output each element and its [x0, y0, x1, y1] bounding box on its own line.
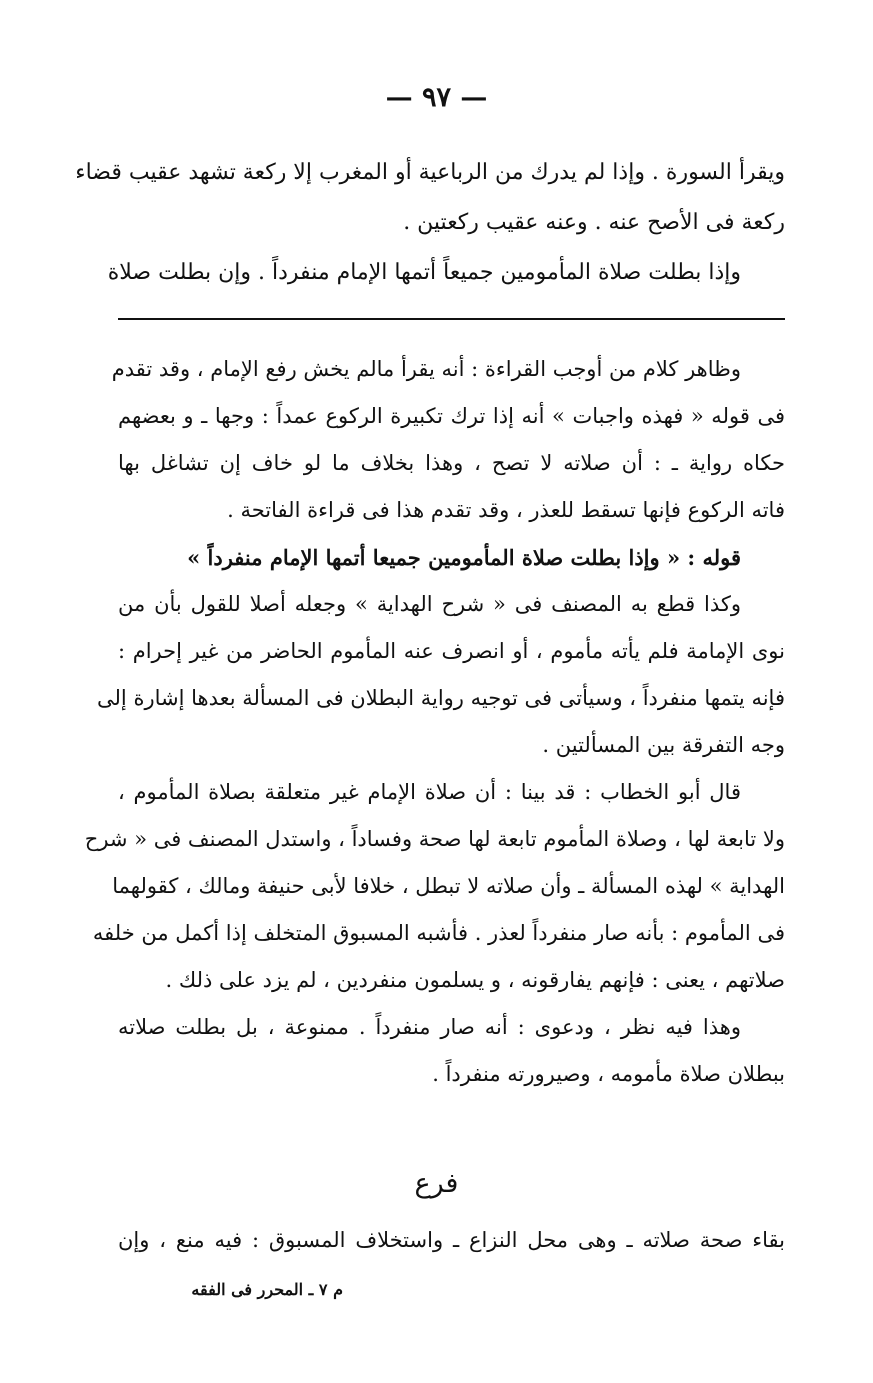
commentary-line: فاته الركوع فإنها تسقط للعذر ، وقد تقدم هذا فى قراءة الفاتحة . [227, 498, 785, 522]
main-text [75, 148, 785, 298]
commentary-line: نوى الإمامة فلم يأته مأموم ، أو انصرف عنه المأموم الحاضر من غير إحرام : [118, 639, 785, 663]
main-text-line: ركعة فى الأصح عنه . وعنه عقيب ركعتين . [403, 210, 785, 235]
commentary-line: وهذا فيه نظر ، ودعوى : أنه صار منفرداً . ممنوعة ، بل بطلت صلاته [118, 1015, 741, 1039]
commentary-line: قال أبو الخطاب : قد بينا : أن صلاة الإمام غير متعلقة بصلاة المأموم ، [118, 780, 741, 804]
commentary-text [84, 346, 785, 1098]
footnote-divider [118, 318, 785, 320]
branch-heading: فرع [414, 1168, 459, 1199]
commentary-paragraph [97, 581, 785, 769]
commentary-line: وكذا قطع به المصنف فى « شرح الهداية » وجعله أصلا للقول بأن من [118, 592, 741, 616]
commentary-line: الهداية » لهذه المسألة ـ وأن صلاته لا تبطل ، خلافا لأبى حنيفة ومالك ، كقولهما [112, 874, 785, 898]
commentary-line: ببطلان صلاة مأمومه ، وصيرورته منفرداً . [432, 1062, 785, 1086]
commentary-line: قوله : « وإذا بطلت صلاة المأمومين جميعا أتمها الإمام منفرداً » [187, 545, 741, 570]
commentary-paragraph [118, 534, 785, 581]
commentary-line: وظاهر كلام من أوجب القراءة : أنه يقرأ مالم يخش رفع الإمام ، وقد تقدم [111, 357, 741, 381]
commentary-line: ولا تابعة لها ، وصلاة المأموم تابعة لها صحة وفساداً ، واستدل المصنف فى « شرح [84, 827, 785, 851]
main-text-line: وإذا بطلت صلاة المأمومين جميعاً أتمها الإمام منفرداً . وإن بطلت صلاة [107, 260, 741, 285]
commentary-line: فى قوله « فهذه واجبات » أنه إذا ترك تكبيرة الركوع عمداً : وجها ـ و بعضهم [118, 404, 785, 428]
commentary-line: حكاه رواية ـ : أن صلاته لا تصح ، وهذا بخلاف ما لو خاف إن تشاغل بها [118, 451, 785, 475]
continuation-line: بقاء صحة صلاته ـ وهى محل النزاع ـ واستخلاف المسبوق : فيه منع ، وإن [118, 1228, 785, 1252]
commentary-paragraph [111, 346, 785, 534]
commentary-paragraph [118, 1004, 785, 1098]
commentary-line: وجه التفرقة بين المسألتين . [542, 733, 785, 757]
main-text-line: ويقرأ السورة . وإذا لم يدرك من الرباعية أو المغرب إلا ركعة تشهد عقيب قضاء [75, 160, 785, 185]
commentary-line: صلاتهم ، يعنى : فإنهم يفارقونه ، و يسلمون منفردين ، لم يزد على ذلك . [165, 968, 785, 992]
signature-mark: م ٧ ـ المحرر فى الفقه [191, 1280, 343, 1299]
page-number: — ٩٧ — [385, 82, 488, 113]
commentary-line: فإنه يتمها منفرداً ، وسيأتى فى توجيه رواية البطلان فى المسألة بعدها إشارة إلى [97, 686, 785, 710]
commentary-paragraph [84, 769, 785, 1004]
commentary-line: فى المأموم : بأنه صار منفرداً لعذر . فأشبه المسبوق المتخلف إذا أكمل من خلفه [92, 921, 785, 945]
